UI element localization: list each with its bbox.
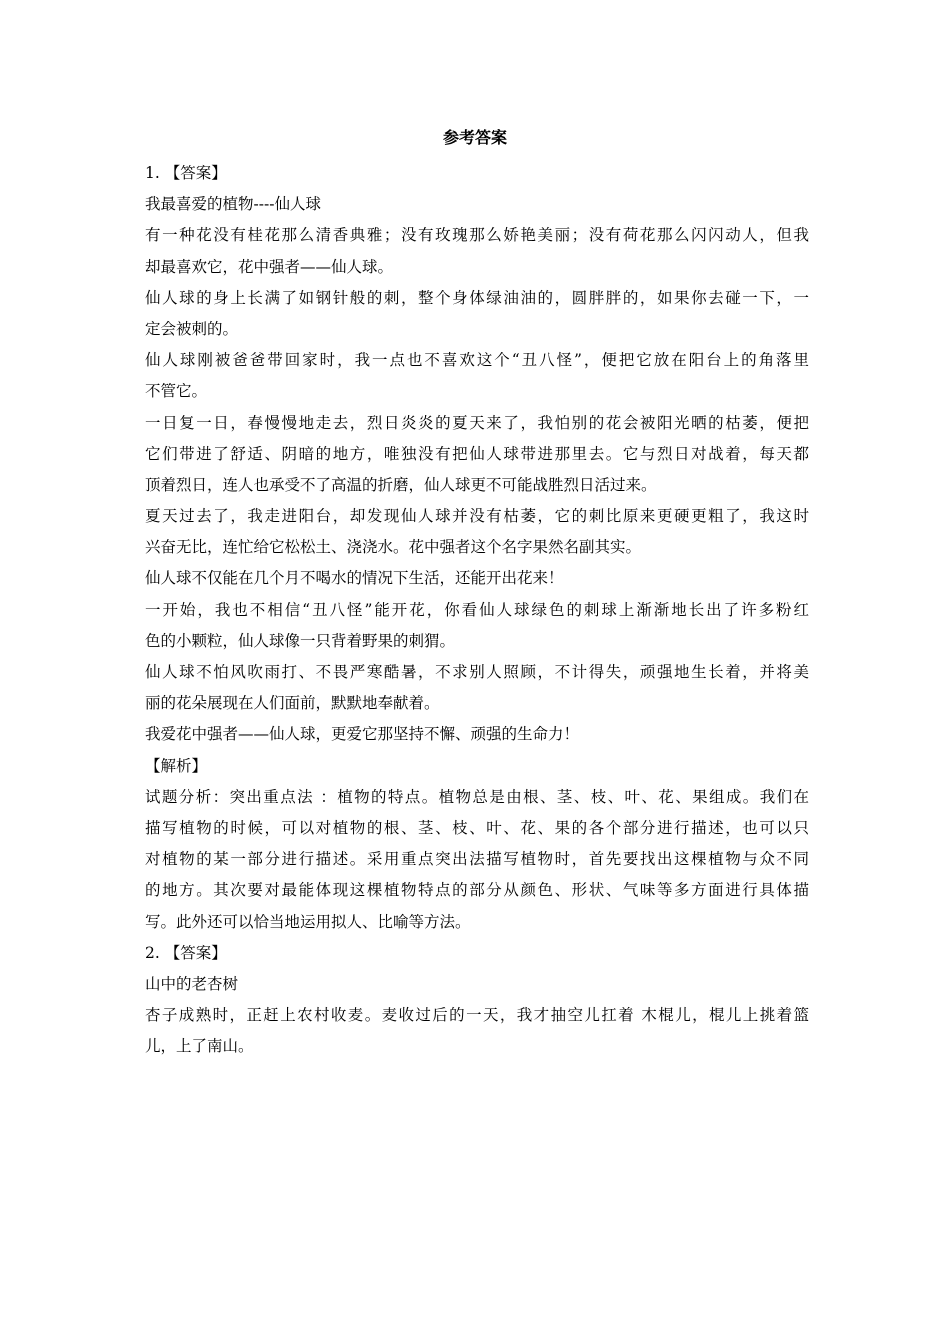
text-line: 仙人球刚被爸爸带回家时，我一点也不喜欢这个“丑八怪”，便把它放在阳台上的角落里 [145,351,809,370]
text-line: 的地方。其次要对最能体现这棵植物特点的部分从颜色、形状、气味等多方面进行具体描 [145,881,809,900]
text-line: 夏天过去了，我走进阳台，却发现仙人球并没有枯萎，它的刺比原来更硬更粗了，我这时 [145,507,809,526]
text-line: 它们带进了舒适、阴暗的地方，唯独没有把仙人球带进那里去。它与烈日对战着，每天都 [145,444,809,463]
text-line: 试题分析：突出重点法 ：植物的特点。植物总是由根、茎、枝、叶、花、果组成。我们在 [145,787,809,806]
text-line: 写。此外还可以恰当地运用拟人、比喻等方法。 [145,912,471,931]
text-line: 杏子成熟时，正赶上农村收麦。麦收过后的一天，我才抽空儿扛着 木棍儿，棍儿上挑着篮 [145,1006,809,1025]
text-line: 儿，上了南山。 [145,1037,254,1056]
text-line: 定会被刺的。 [145,319,239,338]
text-line: 丽的花朵展现在人们面前，默默地奉献着。 [145,694,440,713]
text-line: 色的小颗粒，仙人球像一只背着野果的刺猬。 [145,631,456,650]
text-line: 仙人球不怕风吹雨打、不畏严寒酷暑，不求别人照顾，不计得失，顽强地生长着，并将美 [145,663,809,681]
page-title: 参考答案 [442,128,507,147]
text-line: 我爱花中强者——仙人球，更爱它那坚持不懈、顽强的生命力！ [145,725,580,744]
text-line: 对植物的某一部分进行描述。采用重点突出法描写植物时，首先要找出这棵植物与众不同 [145,850,809,869]
text-line: 一日复一日，春慢慢地走去，烈日炎炎的夏天来了，我怕别的花会被阳光晒的枯萎，便把 [145,413,809,432]
text-line: 不管它。 [145,382,208,401]
text-line: 仙人球不仅能在几个月不喝水的情况下生活，还能开出花来！ [145,569,564,588]
text-line: 仙人球的身上长满了如钢针般的刺，整个身体绿油油的，圆胖胖的，如果你去碰一下，一 [145,288,809,307]
text-line: 山中的老杏树 [145,974,239,993]
text-line: 顶着烈日，连人也承受不了高温的折磨，仙人球更不可能战胜烈日活过来。 [145,475,657,494]
text-line: 我最喜爱的植物----仙人球 [145,195,321,214]
text-line: 一开始，我也不相信“丑八怪”能开花，你看仙人球绿色的刺球上渐渐地长出了许多粉红 [145,600,809,619]
text-line: 有一种花没有桂花那么清香典雅；没有玫瑰那么娇艳美丽；没有荷花那么闪闪动人，但我 [145,226,809,245]
text-line: 【解析】 [145,756,208,775]
text-line: 描写植物的时候，可以对植物的根、茎、枝、叶、花、果的各个部分进行描述，也可以只 [145,818,809,837]
text-line: 兴奋无比，连忙给它松松土、浇浇水。花中强者这个名字果然名副其实。 [145,538,642,557]
text-line: 1. 【答案】 [145,164,227,182]
text-line: 却最喜欢它，花中强者——仙人球。 [145,257,394,276]
answer-content [145,158,809,1062]
text-line: 2. 【答案】 [145,943,227,962]
